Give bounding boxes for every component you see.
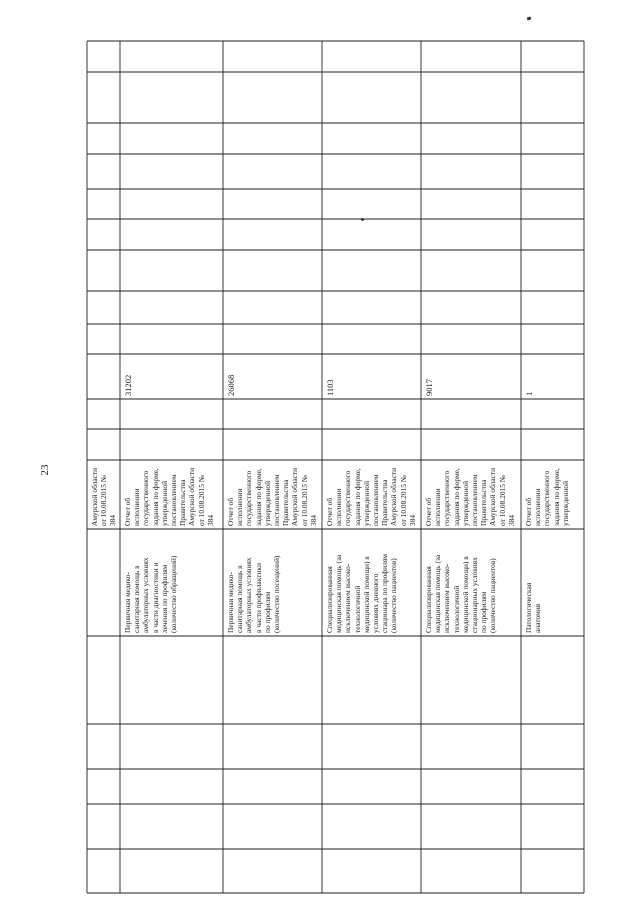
report-cell: Отчет об исполнении государственного задания по форме, утвержденной xyxy=(524,468,570,526)
report-cell: Отчет об исполнении государственного задания по форме, утвержденной постановлением Правительства Амурской области от 10.08.2015 № 384 xyxy=(325,467,417,526)
service-cell: Специализированная медицинская помощь (за исключением высоко- технологичной медицинской помощи) в стационарных условиях по профилям (количество пациентов) xyxy=(424,554,498,633)
volume-value: 9017 xyxy=(424,379,434,396)
volume-value: 26068 xyxy=(226,374,236,396)
scan-mark xyxy=(527,16,532,20)
page-number: 23 xyxy=(39,464,51,476)
rotated-table xyxy=(87,41,584,893)
report-cell: Амурской области от 10.08.2015 № 384 xyxy=(90,467,117,526)
volume-value: 1103 xyxy=(325,379,335,396)
service-cell: Специализированная медицинская помощь (за исключением высоко- технологичной медицинской помощи) в условиях дневного стационара по профилям (количество пациентов) xyxy=(325,554,399,633)
report-cell: Отчет об исполнении государственного задания по форме, утвержденной постановлением Правительства Амурской области от 10.08.2015 № 384 xyxy=(123,467,215,526)
service-cell: Первичная медико- санитарная помощь в амбулаторных условиях в части диагностики и лечения по профилям (количество обращений) xyxy=(123,555,179,633)
volume-value: 31202 xyxy=(123,374,133,396)
report-cell: Отчет об исполнении государственного задания по форме, утвержденной постановлением Правительства Амурской области от 10.08.2015 № 384 xyxy=(226,467,318,526)
service-cell: Патологическая анатомия xyxy=(524,582,543,633)
volume-value: 1 xyxy=(524,391,534,396)
service-cell: Первичная медико- санитарная помощь в амбулаторных условиях в части профилактики по профилям (количество посещений) xyxy=(226,555,282,633)
report-cell: Отчет об исполнении государственного задания по форме, утвержденной постановлением Правительства Амурской области от 10.08.2015 № 384 xyxy=(424,467,516,526)
